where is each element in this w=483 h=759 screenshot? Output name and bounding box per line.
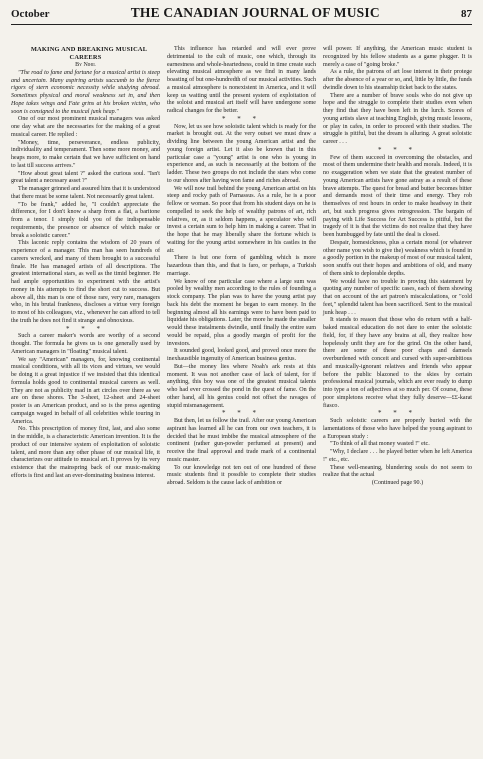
paragraph: The manager grinned and assured him that it is understood that there must be some talent. Not necessarily great talent. xyxy=(11,186,160,200)
paragraph: "To think of all that money wasted !" etc. xyxy=(330,441,430,448)
paragraph: "How about great talent ?" asked the curious soul. "Isn't great talent a necessary asset ?" xyxy=(11,170,160,185)
paragraph: Now, let us see how soloistic talent which is ready for the market is brought out. At the very outset we must draw a dividing line between the young American artist and the young foreign artist. Let it also be known that in this particular case a "young" artist is one who is young in experience and, as such is necessarily at the bottom of the ladder. These two groups do not include the stars who come to our shores after having won fame and riches abroad. xyxy=(167,123,316,184)
article-epigraph: "The road to fame and fortune for a musical artist is steep and uncertain. Many aspiring artists succumb to the fierce rigors of stern economic necessity while studying abroad. Sometimes physical and moral weakness set in, and then Hope takes wings and Fate grins at his broken victim, who soon is consigned to the musical junk heap." xyxy=(11,69,160,115)
paragraph: "Why, I declare . . . he played better when he left America !" etc., etc. xyxy=(323,449,472,463)
article-columns xyxy=(11,46,472,488)
article-title: MAKING AND BREAKING MUSICAL CAREERS xyxy=(30,46,148,61)
paragraph: Despair, homesickness, plus a certain moral (or whatever other name you wish to give the) weakness which is found in a goodly portion in the makeup of most of our musical talent, soon snuffs out their hopes and ambitions of old, and many of them sink to deplorable depths. xyxy=(323,239,472,277)
paragraph: It stands to reason that those who do return with a half-baked musical education do not dare to enter the soloistic field, for, if they have any brains at all, they realize how hopelessly unfit they are for the grind. On the other hand, there are some of these poor chaps and damsels overburdened with conceit and cursed with super-ambitious and musically-ignorant relatives and friends who appear before the public blazoned to the skies by certain professional musical journals, which are ever ready to dump into type a ton of adjectives at so much per. Of course, these poor simpletons receive what they fully deserve—££-karat fiasco. xyxy=(323,317,472,409)
section-separator: * * * xyxy=(66,324,105,333)
column-2 xyxy=(167,46,316,488)
continued-note: (Continued page 90.) xyxy=(371,480,424,486)
paragraph: There is but one form of gambling which is more hazardous than this, and that is faro, or perhaps, a Turkish marriage. xyxy=(167,255,316,277)
paragraph: We say "American" managers, for, knowing continental musical conditions, with all its vices and virtues, we would be doing it a great injustice if we insisted that this identical formula holds good to continental musical careers as well. They are not as publicity mad in art circles over there as we are on these shores. The 3-sheet, 12-sheet and 24-sheet poster is an American product, and so is the press agenting campaign waged in behalf of all celebrities while touring in America. xyxy=(11,356,160,425)
section-separator: * * * xyxy=(378,409,417,418)
paragraph: But then, let us follow the trail. After our young American aspirant has learned all he can from our own teachers, it is decided that he must imbibe the musical atmosphere of the continent (rather gun-powder perfumed at present) and receive the final approval and trade mark of a continental music master. xyxy=(167,418,316,463)
page-header xyxy=(11,5,472,25)
paragraph: There are a number of brave souls who do not give up hope and the struggle to complete their studies even when they find that they have been left in the lurch. Scores of young artists slave at teaching English, giving music lessons, or play in cafes, in order to proceed with their studies. The struggle is pitiful, but the dream is alluring. A great soloistic career . . . xyxy=(323,92,472,145)
section-separator: * * * xyxy=(378,145,417,154)
issue-month: October xyxy=(11,8,50,20)
paragraph: will power. If anything, the American music student is recognized by his fellow students as a game plugger. It is merely a case of "going broke." xyxy=(323,46,472,68)
paragraph: As a rule, the patrons of art lose interest in their protege after the absence of a year or so, and, little by little, the funds dwindle down to his steamship ticket back to the states. xyxy=(323,69,472,91)
paragraph: Such soloistic careers are properly buried with the lamentations of those who have helped the young aspirant to a European study : xyxy=(323,418,472,440)
paragraph: No. This prescription of money first, last, and also some in the middle, is a characteristic American invention. It is the product of our intensive system of exploitation of soloistic talent, and more than any other phase of our musical life, it characterizes our attitude to musical art. It proves by its very existence that the mainspring back of our music-making efforts is first and last an ever-dominating business interest. xyxy=(11,426,160,479)
article-byline: By Nihil xyxy=(75,62,96,68)
paragraph: We will now trail behind the young American artist on his steep and rocky path of Parnassus. As a rule, he is a poor fellow or woman. So poor that from his student days on he is compelled to seek the help of wealthy patrons of art, rich relatives, or, as it seldom happens, a speculator who will invest a certain sum to help him in making a career. That in the hope that he may liberally share the fortune which is waiting for the young artist somewhere in his castles in the air. xyxy=(167,185,316,254)
section-separator: * * * xyxy=(222,114,261,123)
journal-title: THE CANADIAN JOURNAL OF MUSIC xyxy=(130,5,380,20)
paragraph: This influence has retarded and will ever prove detrimental to the cult of music, one which, through its earnestness and whole-heartedness, could in time create such elevating musical atmosphere as we find in many lands boasting of but one-hundredth of our musical activities. Such a musical atmosphere is nonexistent in America, and it will keep us waiting until the present system of exploitation of the soloist and musical art itself will have undergone some radical changes for the better. xyxy=(167,46,316,114)
paragraph: These well-meaning, blundering souls do not seem to realize that the actual xyxy=(323,464,472,479)
paragraph: Such a career maker's words are worthy of a second thought. The formula he gives us is one generally used by American managers in "floating" musical talent. xyxy=(11,333,160,355)
paragraph: It sounded good, looked good, and proved once more the inexhaustible ingenuity of American business genius. xyxy=(167,348,316,362)
section-separator: * * * xyxy=(222,409,261,418)
paragraph: "Money, time, perseverance, endless publicity, individuality and temperament. Then some more money, and heaps more, to make certain that we have sufficient on hand to last till success arrives." xyxy=(11,139,160,169)
column-3 xyxy=(323,46,472,488)
paragraph: "To be frank," added he, "I couldn't appreciate the difference, for I don't know a sharp from a flat, a baritone from a tenor. I simply told you of the indispensable requirements, the presence or absence of which make or break a soloistic career." xyxy=(11,201,160,239)
paragraph: To our knowledge not ten out of one hundred of these music students find it possible to complete their studies abroad. Seldom is the cause lack of ambition or xyxy=(167,464,316,486)
page-number: 87 xyxy=(461,8,472,20)
paragraph: This laconic reply contains the wisdom of 20 years of experience of a manager. This man has seen hundreds of careers wrecked, and many of them brought to a successful finale. He has managed artists of all descriptions. The greatest international stars, as well as the timid beginner. He had ample opportunities to experiment with the artist's money in his attempts to find the short cut to success. But above all, this man is one of those rare, very rare, managers who, in his brutal frankness, discloses a virtue very foreign to most of his colleagues, viz., whenever he can afford to tell the truth he does not find it strange and obnoxious. xyxy=(11,240,160,324)
paragraph: We would have no trouble in proving this statement by quoting any number of specific cases, each of them showing that on account of the art patron's miscalculations, or "cold feet," splendid talent has been sacrificed. Sent to the musical junk heap . . . xyxy=(323,278,472,316)
paragraph: But—the money lies where Noah's ark rests at this moment. It was not another case of lack of talent, for if anything, this boy was one of the greatest musical talents who had ever crossed the pond in the quest of fame. On the other hand, all his genius could not offset the ravages of stupid mismanagement. xyxy=(167,363,316,409)
paragraph: We know of one particular case where a large sum was pooled by wealthy men according to the rules of founding a stock company. The plan was to have the young artist pay back his debt the moment he began to earn money. In the beginning almost all his earnings were to have been paid to liquidate his obligations. Later, the more he made the smaller would these instalments dwindle, until finally the entire sum would be repaid, plus a goodly margin of profit for the investors. xyxy=(167,278,316,347)
column-1 xyxy=(11,46,160,488)
paragraph: One of our most prominent musical managers was asked one day what are the necessaries for the making of a great musical career. He replied : xyxy=(11,116,160,138)
paragraph: Few of them succeed in overcoming the obstacles, and most of them undermine their health and morals. Indeed, it is no exaggeration when we state that the greatest number of young American artists have gone astray as a result of these brave attempts. The quest for bread and butter becomes bitter and demands most of their time and energy. They rob themselves of rest hours in order to make headway in their art, but such progress gives retrogression. The bargain of paying with Life Success for Art Success is pitiful, but the tragedy of it is that the victims do not realize that they have been humbugged by fate until the deal is closed. xyxy=(323,154,472,238)
